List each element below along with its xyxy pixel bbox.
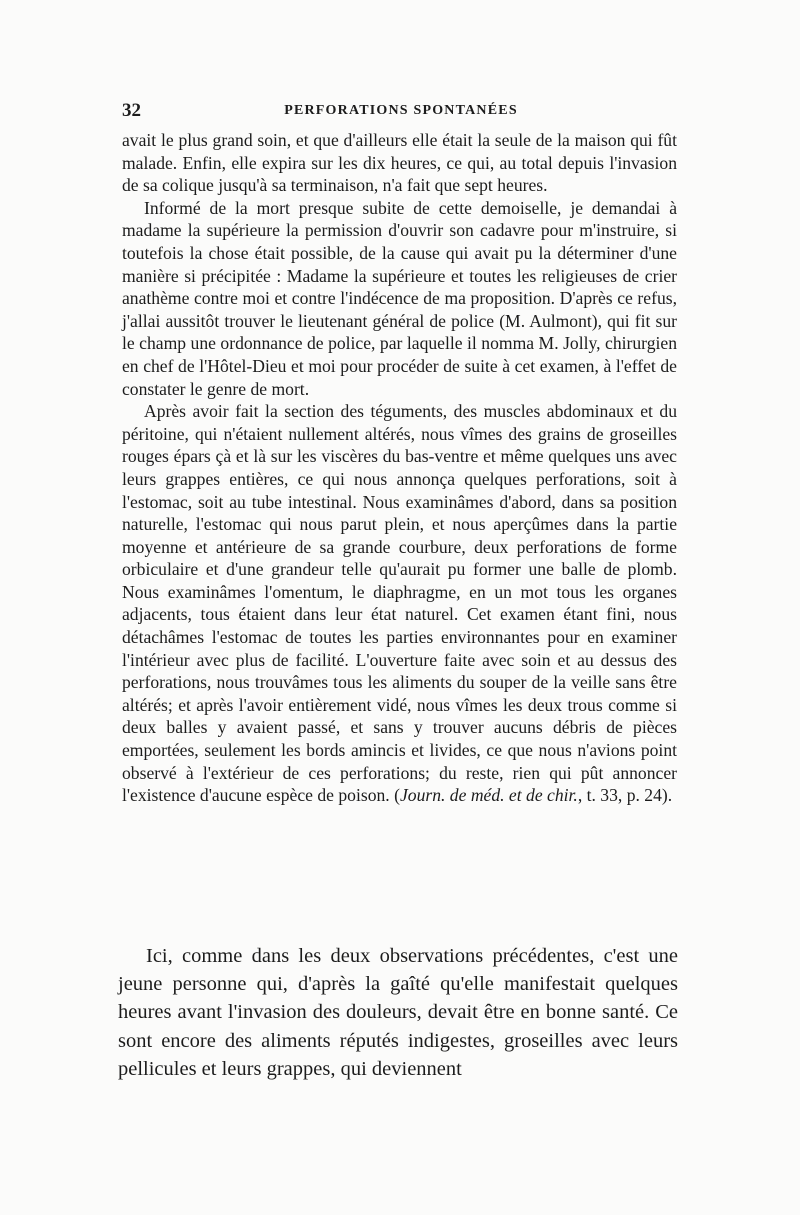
body-paragraph: Ici, comme dans les deux observations précédentes, c'est une jeune personne qui, d'après la gaîté qu'elle manifestait quelques heures avant l'invasion des douleurs, devait être en bonne santé. Ce sont encore des aliments réputés indigestes, groseilles avec leurs pellicules et leurs grappes, qui deviennent <box>118 945 678 1080</box>
citation-rest: , t. 33, p. 24). <box>577 785 673 806</box>
quote-paragraph-3-text: Après avoir fait la section des téguments, des muscles abdominaux et du péritoine, qui n'étaient nullement altérés, nous vîmes des grains de groseilles rouges épars çà et là sur les viscères du bas-ventre et même quelques uns avec leurs grappes entières, ce qui nous annonça quelques perforations, soit à l'estomac, soit au tube intestinal. Nous examinâmes d'abord, dans sa position naturelle, l'estomac qui nous parut plein, et nous aperçûmes dans la partie moyenne et antérieure de sa grande courbure, deux perforations de forme orbiculaire et d'une grandeur telle qu'aurait pu former une balle de plomb. Nous examinâmes l'omentum, le diaphragme, en un mot tous les organes adjacents, tous étaient dans leur état naturel. Cet examen étant fini, nous détachâmes l'estomac de toutes les parties environnantes pour en examiner l'intérieur avec plus de facilité. L'ouverture faite avec soin et au dessus des perforations, nous trouvâmes tous les aliments du souper de la veille sans être altérés; et après l'avoir entièrement vidé, nous vîmes les deux trous comme si deux balles y avaient passé, et sans y trouver aucuns débris de pièces emportées, seulement les bords amincis et livides, ce que nous n'avions point observé à l'extérieur de ces perforations; du reste, rien qui pût annoncer l'existence d'aucune espèce de poison. <box>122 401 677 806</box>
quote-paragraph-1: avait le plus grand soin, et que d'ailleurs elle était la seule de la maison qui fût malade. Enfin, elle expira sur les dix heures, ce qui, au total depuis l'invasion de sa colique jusqu'à sa terminaison, n'a fait que sept heures. <box>122 130 677 196</box>
page-number: 32 <box>122 100 141 121</box>
running-title: PERFORATIONS SPONTANÉES <box>284 103 518 118</box>
citation-source: Journ. de méd. et de chir. <box>399 785 578 806</box>
main-text <box>118 942 678 1083</box>
page-header <box>122 100 680 124</box>
citation-open: ( <box>389 785 400 806</box>
quoted-observation <box>122 129 677 807</box>
quote-paragraph-2: Informé de la mort presque subite de cette demoiselle, je demandai à madame la supérieure la permission d'ouvrir son cadavre pour m'instruire, si toutefois la chose était possible, de la cause qui avait pu la déterminer d'une manière si précipitée : Madame la supérieure et toutes les religieuses de crier anathème contre moi et contre l'indécence de ma proposition. D'après ce refus, j'allai aussitôt trouver le lieutenant général de police (M. Aulmont), qui fit sur le champ une ordonnance de police, par laquelle il nomma M. Jolly, chirurgien en chef de l'Hôtel-Dieu et moi pour procéder de suite à cet examen, à l'effet de constater le genre de mort. <box>122 197 677 399</box>
quote-paragraph-3 <box>122 400 677 807</box>
